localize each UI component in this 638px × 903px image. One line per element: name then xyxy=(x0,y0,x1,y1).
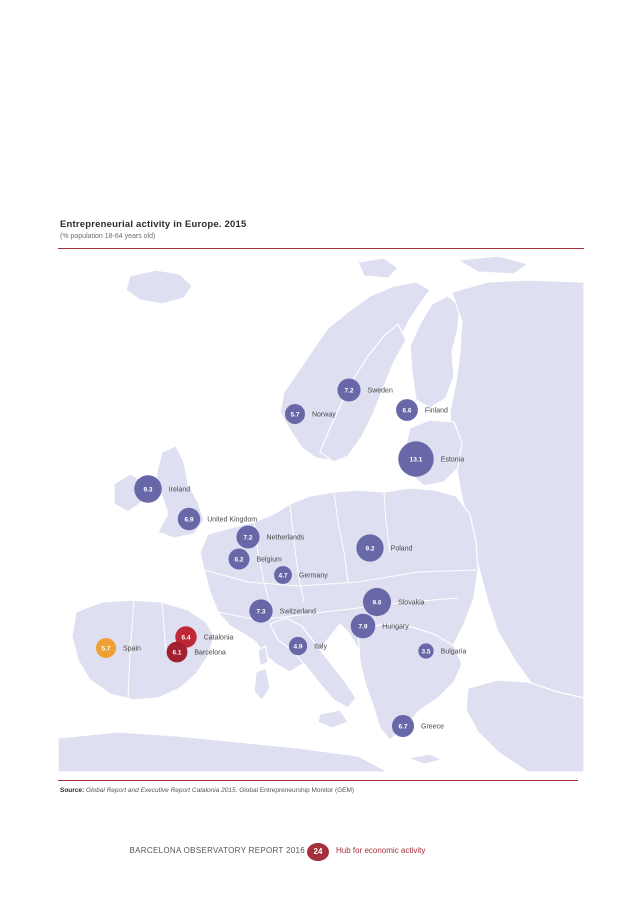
novaya-shape xyxy=(458,256,528,274)
bubble-label-belgium: Belgium xyxy=(256,556,282,564)
bubble-label-switzerland: Switzerland xyxy=(279,608,316,616)
bubble-label-poland: Poland xyxy=(390,545,413,553)
bubble-value-catalonia: 6.4 xyxy=(181,634,191,642)
bubble-label-catalonia: Catalonia xyxy=(203,634,234,642)
russia-shape xyxy=(450,280,584,712)
svalbard-shape xyxy=(358,258,398,278)
bubble-value-ireland: 9.3 xyxy=(143,486,153,494)
bubble-value-norway: 5.7 xyxy=(290,411,300,419)
bubble-value-slovakia: 9.6 xyxy=(372,599,382,607)
source-label: Source: xyxy=(60,787,85,794)
bubble-label-hungary: Hungary xyxy=(382,623,409,631)
iberia-shape xyxy=(72,600,214,700)
bubble-label-netherlands: Netherlands xyxy=(266,534,305,542)
crete-shape xyxy=(408,754,442,764)
bubble-label-united-kingdom: United Kingdom xyxy=(207,516,258,524)
bubble-label-estonia: Estonia xyxy=(440,456,465,464)
page-footer xyxy=(0,845,638,859)
bubble-label-barcelona: Barcelona xyxy=(194,649,226,657)
europe-map xyxy=(58,252,584,772)
bubble-value-belgium: 6.2 xyxy=(234,556,244,564)
chart-subtitle: (% population 18-64 years old) xyxy=(60,233,156,240)
bubble-label-norway: Norway xyxy=(311,411,336,419)
page-number-badge: 24 xyxy=(307,843,329,861)
bubble-value-netherlands: 7.2 xyxy=(243,534,253,542)
bubble-value-greece: 6.7 xyxy=(398,723,408,731)
bubble-value-germany: 4.7 xyxy=(278,572,288,580)
bubble-value-barcelona: 6.1 xyxy=(172,649,182,657)
bubble-label-bulgaria: Bulgaria xyxy=(440,648,467,656)
bubble-value-united-kingdom: 6.9 xyxy=(184,516,194,524)
sardinia-shape xyxy=(254,668,270,700)
bubble-value-switzerland: 7.3 xyxy=(256,608,266,616)
finland-shape xyxy=(410,296,460,408)
north-africa-shape xyxy=(58,732,388,772)
source-note xyxy=(60,787,354,794)
bubble-value-italy: 4.9 xyxy=(293,643,303,651)
bubble-value-finland: 6.6 xyxy=(402,407,412,415)
bottom-divider xyxy=(58,780,578,781)
bubble-label-finland: Finland xyxy=(424,407,448,415)
bubble-value-bulgaria: 3.5 xyxy=(421,648,431,656)
bubble-greece xyxy=(392,715,444,737)
sicily-shape xyxy=(318,710,348,728)
bubble-value-sweden: 7.2 xyxy=(344,387,354,395)
footer-section-title: Hub for economic activity xyxy=(336,846,426,855)
bubble-label-sweden: Sweden xyxy=(367,387,393,395)
corsica-shape xyxy=(258,646,268,666)
turkey-shape xyxy=(466,680,584,772)
land-masses xyxy=(58,256,584,772)
footer-report-title: BARCELONA OBSERVATORY REPORT 2016 xyxy=(129,846,305,855)
bubble-label-greece: Greece xyxy=(421,723,445,731)
top-divider xyxy=(58,248,584,249)
bubble-value-poland: 9.2 xyxy=(365,545,375,553)
bubble-label-slovakia: Slovakia xyxy=(398,599,425,607)
bubble-label-ireland: Ireland xyxy=(168,486,191,494)
bubble-label-italy: Italy xyxy=(314,643,327,651)
chart-title: Entrepreneurial activity in Europe. 2015 xyxy=(60,219,247,230)
bubble-label-spain: Spain xyxy=(122,645,141,653)
bubble-value-spain: 5.7 xyxy=(101,645,111,653)
bubble-label-germany: Germany xyxy=(298,572,328,580)
source-italic: Global Report and Executive Report Catalonia 2015 xyxy=(86,787,236,794)
bubble-value-hungary: 7.9 xyxy=(358,623,368,631)
iceland-shape xyxy=(126,270,192,304)
bubble-value-estonia: 13.1 xyxy=(409,456,423,464)
source-rest: . Global Entrepreneurship Monitor (GEM) xyxy=(235,787,355,794)
